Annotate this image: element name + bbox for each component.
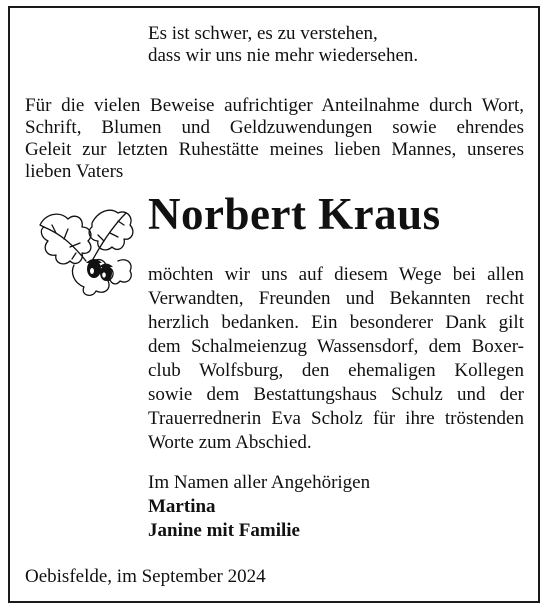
thanks-line-1: möchten wir uns auf diesem Wege bei allen	[148, 264, 524, 285]
thanks-line-4: dem Schalmeienzug Wassensdorf, dem Boxer-	[148, 336, 524, 357]
intro-line-1: Für die vielen Beweise aufrichtiger Anteilnahme durch Wort,	[25, 95, 524, 116]
thanks-line-6: sowie dem Bestattungshaus Schulz und der	[148, 384, 524, 405]
thanks-line-5: club Wolfsburg, den ehemaligen Kollegen	[148, 360, 524, 381]
signatory-name-2: Janine mit Familie	[148, 520, 300, 541]
place-date: Oebisfelde, im September 2024	[25, 566, 266, 587]
thanks-line-8: Worte zum Abschied.	[148, 432, 312, 453]
on-behalf-text: Im Namen aller Angehörigen	[148, 472, 371, 493]
verse-line-1: Es ist schwer, es zu verstehen,	[148, 23, 378, 44]
intro-line-3: Geleit zur letzten Ruhestätte meines lieben Mannes, unseres	[25, 139, 524, 160]
thanks-line-3: herzlich bedanken. Ein besonderer Dank gilt	[148, 312, 524, 333]
thanks-line-7: Trauerrednerin Eva Scholz für ihre tröstenden	[148, 408, 524, 429]
thanks-line-2: Verwandten, Freunden und Bekannten recht	[148, 288, 524, 309]
intro-line-2: Schrift, Blumen und Geldzuwendungen sowie ehrendes	[25, 117, 524, 138]
verse-line-2: dass wir uns nie mehr wiedersehen.	[148, 45, 419, 66]
oak-leaves-acorns-icon	[34, 203, 136, 299]
intro-line-4: lieben Vaters	[25, 161, 124, 182]
signatory-name-1: Martina	[148, 496, 216, 517]
deceased-name: Norbert Kraus	[148, 189, 441, 239]
